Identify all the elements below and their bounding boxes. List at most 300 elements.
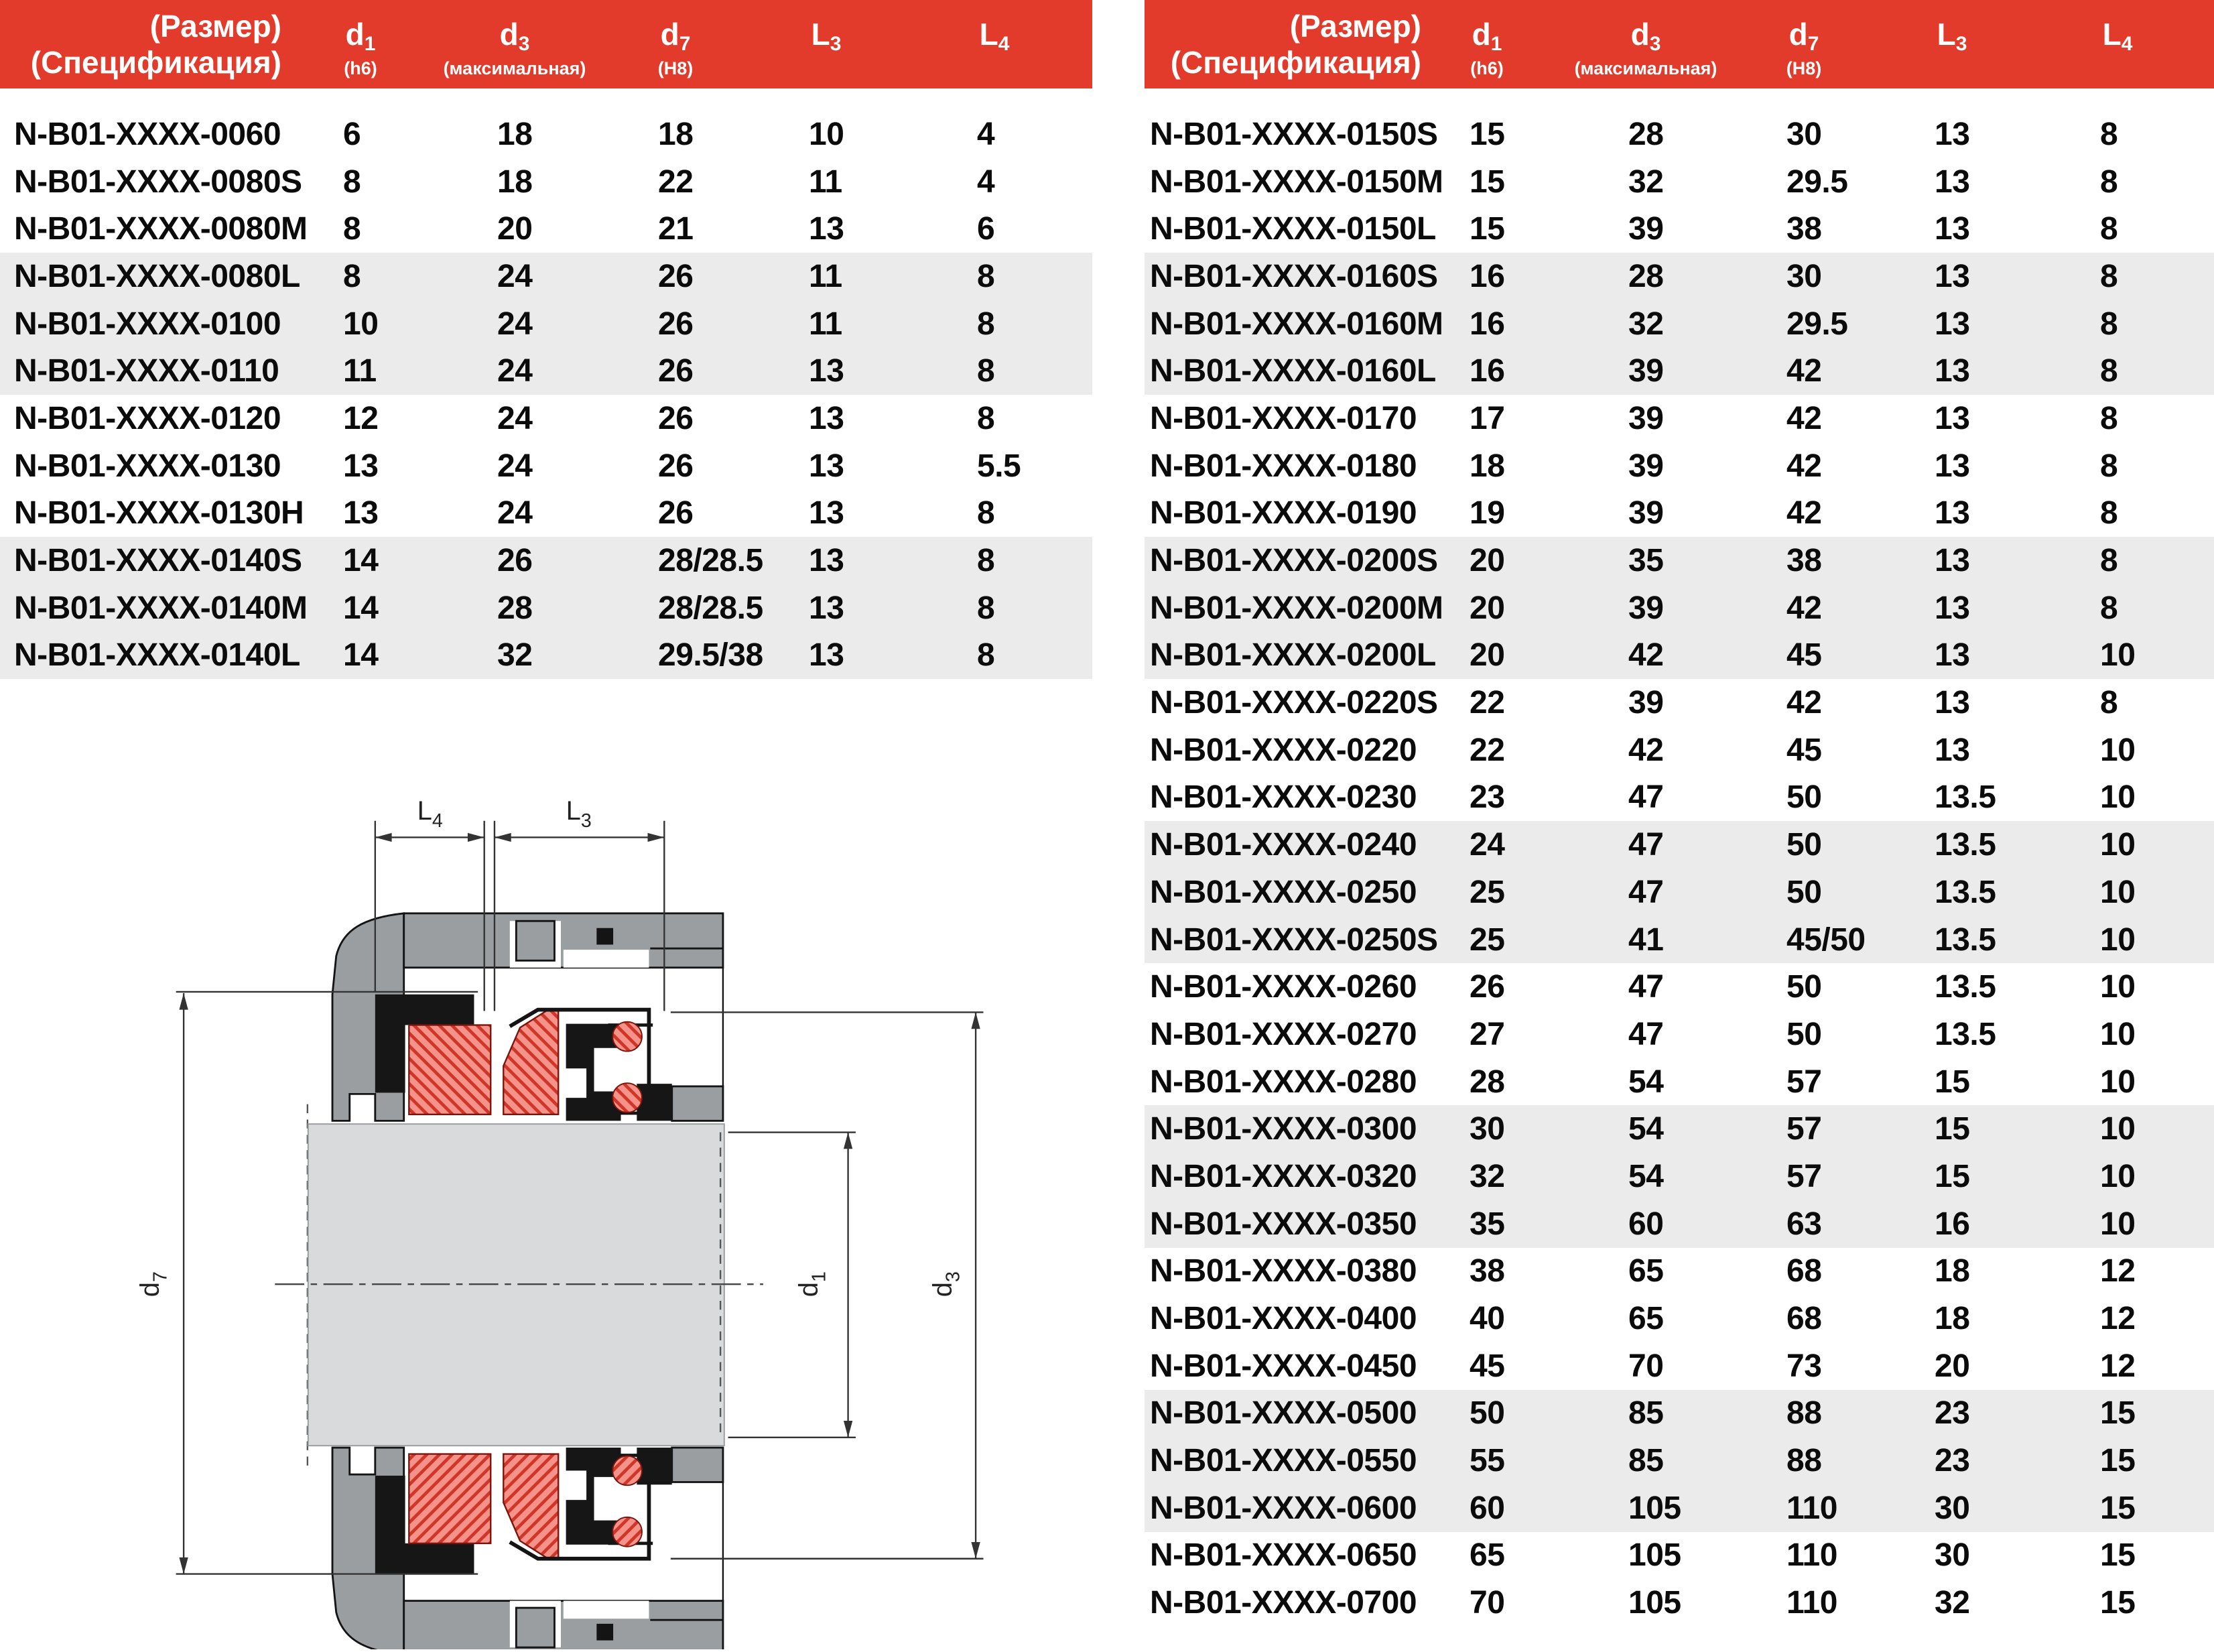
- value-d1: 14: [343, 637, 379, 674]
- spec-name: N-B01-XXXX-0140L: [14, 637, 300, 674]
- shaft: [308, 1104, 724, 1466]
- table-row: [1145, 726, 2214, 774]
- table-row: [1145, 584, 2214, 632]
- spec-name: N-B01-XXXX-0160S: [1150, 258, 1438, 294]
- value-d1: 13: [343, 495, 379, 531]
- value-l4: 15: [2100, 1585, 2136, 1621]
- value-d7: 26: [658, 306, 694, 342]
- spec-name: N-B01-XXXX-0650: [1150, 1537, 1417, 1574]
- column-header-d3: $d_3$ (максимальная): [443, 17, 586, 78]
- header-title-line2: (Спецификация): [1170, 45, 1421, 80]
- value-l3: 13: [1935, 400, 1970, 436]
- value-l3: 13: [809, 448, 844, 484]
- value-d7: 26: [658, 258, 694, 294]
- spec-name: N-B01-XXXX-0700: [1150, 1585, 1417, 1621]
- value-d3: 28: [497, 590, 533, 626]
- spec-name: N-B01-XXXX-0130: [14, 448, 281, 484]
- spec-name: N-B01-XXXX-0120: [14, 400, 281, 436]
- table-row: [1145, 1295, 2214, 1342]
- value-d7: 45: [1786, 637, 1822, 674]
- value-d7: 50: [1786, 1016, 1822, 1052]
- value-l4: 10: [2100, 779, 2136, 816]
- value-l4: 8: [977, 258, 995, 294]
- value-d7: 50: [1786, 827, 1822, 863]
- value-l4: 8: [2100, 353, 2118, 389]
- column-header-d7: $d_7$ (H8): [657, 17, 694, 78]
- value-d1: 45: [1470, 1348, 1505, 1384]
- value-l4: 10: [2100, 637, 2136, 674]
- value-d1: 27: [1470, 1016, 1505, 1052]
- spec-name: N-B01-XXXX-0160M: [1150, 306, 1443, 342]
- table-row: [0, 300, 1092, 348]
- value-d1: 11: [343, 353, 377, 389]
- value-l4: 8: [2100, 258, 2118, 294]
- spec-name: N-B01-XXXX-0400: [1150, 1301, 1417, 1337]
- dim-label-l3: $L_3$: [566, 796, 592, 832]
- spec-name: N-B01-XXXX-0180: [1150, 448, 1417, 484]
- value-d7: 73: [1786, 1348, 1822, 1384]
- table-row: [1145, 205, 2214, 253]
- value-d3: 39: [1628, 448, 1664, 484]
- table-row: [1145, 537, 2214, 584]
- value-d3: 26: [497, 543, 533, 579]
- value-l3: 13: [1935, 495, 1970, 531]
- value-d1: 8: [343, 164, 361, 200]
- spec-name: N-B01-XXXX-0200L: [1150, 637, 1436, 674]
- spec-name: N-B01-XXXX-0220: [1150, 732, 1417, 768]
- value-l4: 8: [2100, 543, 2118, 579]
- value-d7: 29.5: [1786, 306, 1848, 342]
- value-l4: 10: [2100, 874, 2136, 910]
- value-l4: 8: [2100, 590, 2118, 626]
- value-d1: 16: [1470, 258, 1505, 294]
- value-l4: 10: [2100, 1016, 2136, 1052]
- spec-name: N-B01-XXXX-0240: [1150, 827, 1417, 863]
- value-d7: 22: [658, 164, 694, 200]
- value-l4: 15: [2100, 1395, 2136, 1432]
- value-d3: 39: [1628, 211, 1664, 247]
- value-d3: 24: [497, 353, 533, 389]
- value-l4: 10: [2100, 1111, 2136, 1147]
- value-d1: 30: [1470, 1111, 1505, 1147]
- value-d3: 42: [1628, 637, 1664, 674]
- value-l4: 5.5: [977, 448, 1021, 484]
- value-l4: 8: [2100, 685, 2118, 721]
- spec-name: N-B01-XXXX-0250S: [1150, 922, 1438, 958]
- value-l3: 30: [1935, 1490, 1970, 1526]
- value-d1: 22: [1470, 685, 1505, 721]
- value-d1: 13: [343, 448, 379, 484]
- spec-column-header: [1145, 0, 1470, 88]
- value-l4: 8: [2100, 306, 2118, 342]
- value-d1: 15: [1470, 211, 1505, 247]
- value-d1: 14: [343, 543, 379, 579]
- value-l4: 15: [2100, 1537, 2136, 1574]
- value-l3: 10: [809, 116, 844, 152]
- table-row: [1145, 1532, 2214, 1580]
- table-row: [0, 490, 1092, 537]
- value-d7: 110: [1786, 1490, 1837, 1526]
- table-row: [0, 253, 1092, 300]
- value-d3: 39: [1628, 353, 1664, 389]
- table-row: [1145, 490, 2214, 537]
- value-l3: 11: [809, 258, 842, 294]
- value-d1: 12: [343, 400, 379, 436]
- column-header-l4: $L_4$: [979, 17, 1010, 55]
- spec-name: N-B01-XXXX-0150L: [1150, 211, 1436, 247]
- value-l4: 10: [2100, 1064, 2136, 1100]
- table-row: [1145, 253, 2214, 300]
- value-d7: 57: [1786, 1158, 1822, 1194]
- table-row: [0, 158, 1092, 206]
- value-d7: 28/28.5: [658, 590, 763, 626]
- value-l3: 23: [1935, 1443, 1970, 1479]
- value-l3: 11: [809, 164, 842, 200]
- value-d1: 28: [1470, 1064, 1505, 1100]
- value-d1: 15: [1470, 164, 1505, 200]
- value-d1: 16: [1470, 353, 1505, 389]
- value-l4: 8: [977, 543, 995, 579]
- table-header: [0, 0, 1092, 88]
- spec-name: N-B01-XXXX-0130H: [14, 495, 304, 531]
- value-d3: 28: [1628, 258, 1664, 294]
- table-row: [1145, 774, 2214, 822]
- value-d3: 54: [1628, 1158, 1664, 1194]
- value-d1: 40: [1470, 1301, 1505, 1337]
- value-d1: 14: [343, 590, 379, 626]
- size-spec-table-left: [0, 0, 1092, 679]
- table-row: [1145, 300, 2214, 348]
- value-d3: 47: [1628, 779, 1664, 816]
- column-header-d3: $d_3$ (максимальная): [1574, 17, 1717, 78]
- value-l3: 13: [1935, 353, 1970, 389]
- value-l3: 13.5: [1935, 874, 1996, 910]
- value-l4: 8: [977, 400, 995, 436]
- value-l4: 8: [2100, 116, 2118, 152]
- value-d3: 32: [1628, 164, 1664, 200]
- value-l3: 13.5: [1935, 969, 1996, 1005]
- table-row: [0, 347, 1092, 395]
- value-d3: 54: [1628, 1064, 1664, 1100]
- value-l4: 8: [2100, 448, 2118, 484]
- value-d7: 63: [1786, 1206, 1822, 1242]
- value-l3: 13: [809, 211, 844, 247]
- spec-name: N-B01-XXXX-0080L: [14, 258, 300, 294]
- value-d7: 42: [1786, 685, 1822, 721]
- value-d3: 105: [1628, 1585, 1681, 1621]
- value-l4: 8: [2100, 211, 2118, 247]
- table-row: [0, 111, 1092, 158]
- value-l4: 4: [977, 116, 995, 152]
- table-row: [1145, 1484, 2214, 1532]
- value-l4: 10: [2100, 1206, 2136, 1242]
- value-d7: 29.5/38: [658, 637, 763, 674]
- value-d3: 54: [1628, 1111, 1664, 1147]
- spec-name: N-B01-XXXX-0140M: [14, 590, 308, 626]
- value-d7: 68: [1786, 1301, 1822, 1337]
- spec-name: N-B01-XXXX-0200S: [1150, 543, 1438, 579]
- value-l4: 8: [977, 353, 995, 389]
- value-l4: 12: [2100, 1253, 2136, 1289]
- value-l4: 8: [977, 637, 995, 674]
- value-d1: 55: [1470, 1443, 1505, 1479]
- value-d7: 29.5: [1786, 164, 1848, 200]
- table-body: [1145, 111, 2214, 1627]
- value-l3: 18: [1935, 1301, 1970, 1337]
- table-body: [0, 111, 1092, 679]
- value-d3: 105: [1628, 1537, 1681, 1574]
- value-d1: 32: [1470, 1158, 1505, 1194]
- value-d7: 42: [1786, 353, 1822, 389]
- value-d7: 110: [1786, 1537, 1837, 1574]
- value-l3: 13: [1935, 164, 1970, 200]
- spec-name: N-B01-XXXX-0280: [1150, 1064, 1417, 1100]
- table-row: [1145, 1153, 2214, 1200]
- table-row: [1145, 1248, 2214, 1295]
- value-d1: 15: [1470, 116, 1505, 152]
- table-row: [1145, 869, 2214, 916]
- value-l4: 15: [2100, 1443, 2136, 1479]
- value-l4: 6: [977, 211, 995, 247]
- spec-name: N-B01-XXXX-0500: [1150, 1395, 1417, 1432]
- value-d3: 42: [1628, 732, 1664, 768]
- dim-label-d1: $d_1$: [793, 1271, 830, 1297]
- table-row: [1145, 1200, 2214, 1248]
- value-d7: 57: [1786, 1111, 1822, 1147]
- table-row: [1145, 1105, 2214, 1153]
- spec-name: N-B01-XXXX-0550: [1150, 1443, 1417, 1479]
- spec-name: N-B01-XXXX-0230: [1150, 779, 1417, 816]
- value-l3: 18: [1935, 1253, 1970, 1289]
- column-header-l3: $L_3$: [811, 17, 842, 55]
- table-row: [1145, 1058, 2214, 1106]
- header-title-line1: (Размер): [149, 9, 281, 44]
- value-l3: 13: [1935, 732, 1970, 768]
- value-d3: 39: [1628, 590, 1664, 626]
- spec-name: N-B01-XXXX-0380: [1150, 1253, 1417, 1289]
- value-d7: 45: [1786, 732, 1822, 768]
- value-d1: 19: [1470, 495, 1505, 531]
- value-l4: 10: [2100, 969, 2136, 1005]
- value-d7: 42: [1786, 400, 1822, 436]
- spec-name: N-B01-XXXX-0250: [1150, 874, 1417, 910]
- table-header: [1145, 0, 2214, 88]
- value-l4: 8: [977, 306, 995, 342]
- value-l3: 15: [1935, 1158, 1970, 1194]
- value-l3: 13: [809, 495, 844, 531]
- value-l3: 13: [1935, 590, 1970, 626]
- spec-name: N-B01-XXXX-0060: [14, 116, 281, 152]
- value-d1: 20: [1470, 543, 1505, 579]
- value-l4: 8: [2100, 164, 2118, 200]
- dim-label-d3: $d_3$: [927, 1271, 964, 1297]
- value-d7: 26: [658, 400, 694, 436]
- value-l4: 12: [2100, 1301, 2136, 1337]
- table-row: [1145, 442, 2214, 490]
- table-row: [1145, 1011, 2214, 1058]
- table-row: [1145, 1579, 2214, 1627]
- table-row: [1145, 821, 2214, 869]
- table-row: [1145, 347, 2214, 395]
- value-d3: 24: [497, 495, 533, 531]
- spec-name: N-B01-XXXX-0300: [1150, 1111, 1417, 1147]
- value-l3: 13: [1935, 258, 1970, 294]
- value-l3: 13: [1935, 211, 1970, 247]
- value-l4: 8: [977, 495, 995, 531]
- value-l3: 13.5: [1935, 827, 1996, 863]
- spec-name: N-B01-XXXX-0450: [1150, 1348, 1417, 1384]
- spec-name: N-B01-XXXX-0080S: [14, 164, 302, 200]
- value-d7: 26: [658, 448, 694, 484]
- value-l4: 8: [977, 590, 995, 626]
- value-d3: 32: [497, 637, 533, 674]
- table-row: [0, 584, 1092, 632]
- value-d1: 70: [1470, 1585, 1505, 1621]
- value-l4: 10: [2100, 922, 2136, 958]
- seal-assembly-lower: [332, 1448, 723, 1649]
- column-header-l4: $L_4$: [2102, 17, 2133, 55]
- table-row: [1145, 963, 2214, 1011]
- header-title-line2: (Спецификация): [30, 45, 281, 80]
- value-d1: 10: [343, 306, 379, 342]
- header-title-line1: (Размер): [1289, 9, 1421, 44]
- value-d1: 60: [1470, 1490, 1505, 1526]
- value-d1: 18: [1470, 448, 1505, 484]
- spec-name: N-B01-XXXX-0080M: [14, 211, 308, 247]
- size-spec-table-right: [1145, 0, 2214, 1627]
- value-l3: 13: [809, 353, 844, 389]
- value-d3: 20: [497, 211, 533, 247]
- value-l3: 13: [1935, 637, 1970, 674]
- value-l4: 12: [2100, 1348, 2136, 1384]
- table-row: [1145, 1390, 2214, 1438]
- value-d3: 47: [1628, 969, 1664, 1005]
- value-l3: 13: [1935, 116, 1970, 152]
- value-d3: 28: [1628, 116, 1664, 152]
- value-d3: 105: [1628, 1490, 1681, 1526]
- value-d1: 20: [1470, 590, 1505, 626]
- value-d1: 65: [1470, 1537, 1505, 1574]
- table-row: [1145, 111, 2214, 158]
- value-d3: 65: [1628, 1301, 1664, 1337]
- table-row: [1145, 395, 2214, 442]
- spec-name: N-B01-XXXX-0160L: [1150, 353, 1436, 389]
- value-d1: 26: [1470, 969, 1505, 1005]
- value-d1: 6: [343, 116, 361, 152]
- value-d3: 18: [497, 116, 533, 152]
- spec-name: N-B01-XXXX-0110: [14, 353, 279, 389]
- spec-column-header: [0, 0, 343, 88]
- value-d7: 57: [1786, 1064, 1822, 1100]
- spec-name: N-B01-XXXX-0260: [1150, 969, 1417, 1005]
- value-d1: 20: [1470, 637, 1505, 674]
- value-d7: 88: [1786, 1443, 1822, 1479]
- value-l3: 15: [1935, 1064, 1970, 1100]
- table-row: [0, 632, 1092, 680]
- value-d1: 25: [1470, 874, 1505, 910]
- value-d1: 16: [1470, 306, 1505, 342]
- spec-name: N-B01-XXXX-0320: [1150, 1158, 1417, 1194]
- value-l3: 13: [809, 400, 844, 436]
- value-l3: 13.5: [1935, 922, 1996, 958]
- table-row: [0, 537, 1092, 584]
- value-d7: 42: [1786, 448, 1822, 484]
- value-d3: 85: [1628, 1443, 1664, 1479]
- value-d7: 26: [658, 353, 694, 389]
- value-l4: 10: [2100, 827, 2136, 863]
- value-d7: 88: [1786, 1395, 1822, 1432]
- spec-name: N-B01-XXXX-0270: [1150, 1016, 1417, 1052]
- value-l3: 13: [1935, 448, 1970, 484]
- value-d3: 18: [497, 164, 533, 200]
- value-d1: 24: [1470, 827, 1505, 863]
- value-l3: 20: [1935, 1348, 1970, 1384]
- value-l4: 10: [2100, 732, 2136, 768]
- value-d7: 30: [1786, 116, 1822, 152]
- value-d7: 38: [1786, 211, 1822, 247]
- value-d3: 70: [1628, 1348, 1664, 1384]
- value-d3: 41: [1628, 922, 1664, 958]
- spec-name: N-B01-XXXX-0200M: [1150, 590, 1443, 626]
- value-d3: 24: [497, 258, 533, 294]
- table-row: [1145, 632, 2214, 680]
- value-l3: 13: [1935, 685, 1970, 721]
- value-l3: 13.5: [1935, 779, 1996, 816]
- value-l3: 11: [809, 306, 842, 342]
- value-d1: 8: [343, 211, 361, 247]
- value-d7: 50: [1786, 969, 1822, 1005]
- table-row: [1145, 158, 2214, 206]
- value-d7: 28/28.5: [658, 543, 763, 579]
- spec-name: N-B01-XXXX-0150S: [1150, 116, 1438, 152]
- table-row: [1145, 679, 2214, 726]
- column-header-l3: $L_3$: [1937, 17, 1967, 55]
- table-row: [1145, 1437, 2214, 1484]
- value-d3: 85: [1628, 1395, 1664, 1432]
- value-d1: 25: [1470, 922, 1505, 958]
- value-d3: 24: [497, 448, 533, 484]
- value-d1: 8: [343, 258, 361, 294]
- value-d7: 26: [658, 495, 694, 531]
- value-l3: 32: [1935, 1585, 1970, 1621]
- column-header-d1: $d_1$ (h6): [344, 17, 377, 78]
- seal-cross-section-diagram: [64, 737, 1044, 1649]
- value-d7: 21: [658, 211, 694, 247]
- spec-name: N-B01-XXXX-0100: [14, 306, 281, 342]
- value-d7: 50: [1786, 779, 1822, 816]
- value-l3: 16: [1935, 1206, 1970, 1242]
- dim-label-l4: $L_4$: [417, 796, 443, 832]
- value-l3: 13: [809, 637, 844, 674]
- value-l3: 13.5: [1935, 1016, 1996, 1052]
- value-d1: 17: [1470, 400, 1505, 436]
- value-l4: 10: [2100, 1158, 2136, 1194]
- value-d7: 50: [1786, 874, 1822, 910]
- value-l4: 8: [2100, 495, 2118, 531]
- value-l3: 13: [809, 590, 844, 626]
- value-d3: 24: [497, 306, 533, 342]
- value-d7: 30: [1786, 258, 1822, 294]
- spec-name: N-B01-XXXX-0220S: [1150, 685, 1438, 721]
- column-header-d7: $d_7$ (H8): [1786, 17, 1822, 78]
- value-l3: 23: [1935, 1395, 1970, 1432]
- value-l3: 13: [1935, 306, 1970, 342]
- table-row: [1145, 1342, 2214, 1390]
- value-l4: 8: [2100, 400, 2118, 436]
- value-d3: 35: [1628, 543, 1664, 579]
- value-d1: 22: [1470, 732, 1505, 768]
- table-row: [0, 442, 1092, 490]
